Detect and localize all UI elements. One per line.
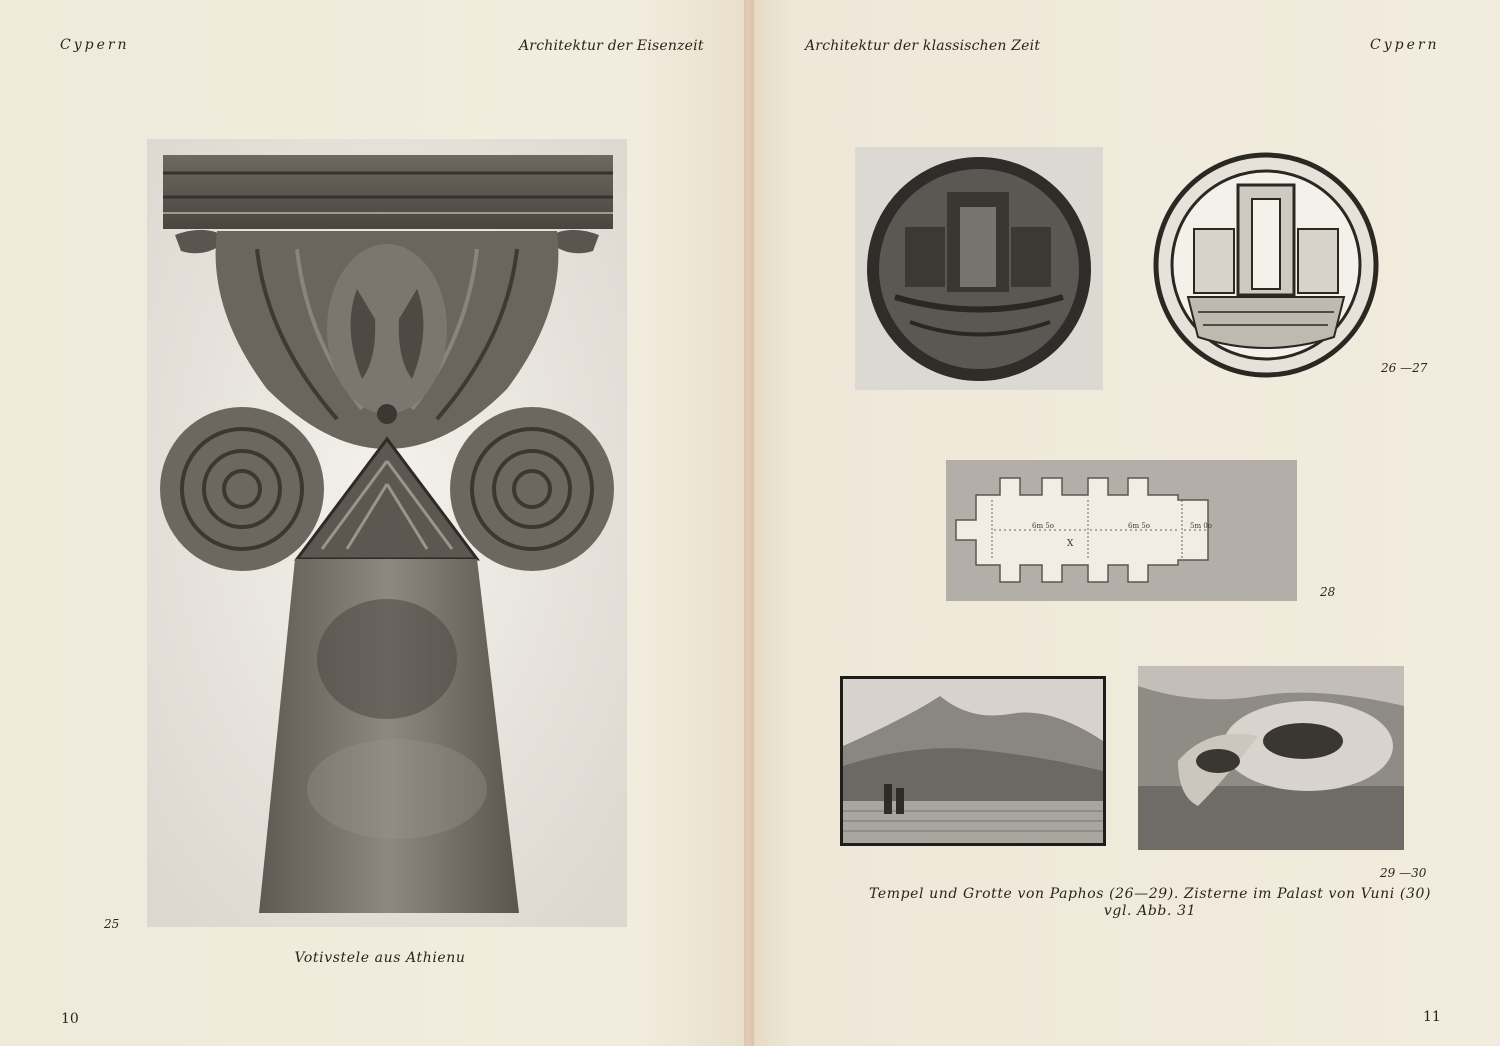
left-page-number: 10 bbox=[61, 1011, 79, 1027]
figure-caption-25: Votivstele aus Athienu bbox=[294, 950, 466, 966]
cistern-photo-image bbox=[1138, 666, 1404, 850]
coin-27-image bbox=[1148, 147, 1384, 383]
votive-stele-photo bbox=[147, 139, 627, 927]
right-running-header: Cypern bbox=[1370, 37, 1440, 53]
right-section-header: Architektur der klassischen Zeit bbox=[805, 38, 1041, 54]
coin-photo-26 bbox=[855, 147, 1103, 390]
temple-plan-image bbox=[946, 460, 1297, 601]
paphos-landscape-29 bbox=[840, 676, 1106, 846]
plan-dimension-3: 5m 0o bbox=[1190, 522, 1212, 530]
figure-caption-cross-reference: vgl. Abb. 31 bbox=[1103, 903, 1197, 919]
coin-drawing-27 bbox=[1148, 147, 1384, 383]
figure-number-25: 25 bbox=[104, 917, 120, 931]
coin-26-image bbox=[855, 147, 1103, 390]
temple-plan-28 bbox=[946, 460, 1297, 601]
votive-stele-image bbox=[147, 139, 627, 927]
right-page bbox=[750, 0, 1500, 1046]
figure-caption-26-30: Tempel und Grotte von Paphos (26—29). Zisterne im Palast von Vuni (30) bbox=[868, 886, 1432, 902]
vuni-cistern-30 bbox=[1138, 666, 1404, 850]
left-section-header: Architektur der Eisenzeit bbox=[519, 38, 704, 54]
figure-number-28: 28 bbox=[1320, 585, 1336, 599]
right-page-number: 11 bbox=[1423, 1009, 1441, 1025]
landscape-engraving-image bbox=[840, 676, 1106, 846]
figure-number-26-27: 26 —27 bbox=[1381, 361, 1428, 375]
book-gutter bbox=[744, 0, 754, 1046]
plan-dimension-2: 6m 5o bbox=[1128, 522, 1150, 530]
plan-center-mark: X bbox=[1067, 539, 1074, 549]
figure-number-29-30: 29 —30 bbox=[1380, 866, 1427, 880]
left-running-header: Cypern bbox=[60, 37, 130, 53]
plan-dimension-1: 6m 5o bbox=[1032, 522, 1054, 530]
